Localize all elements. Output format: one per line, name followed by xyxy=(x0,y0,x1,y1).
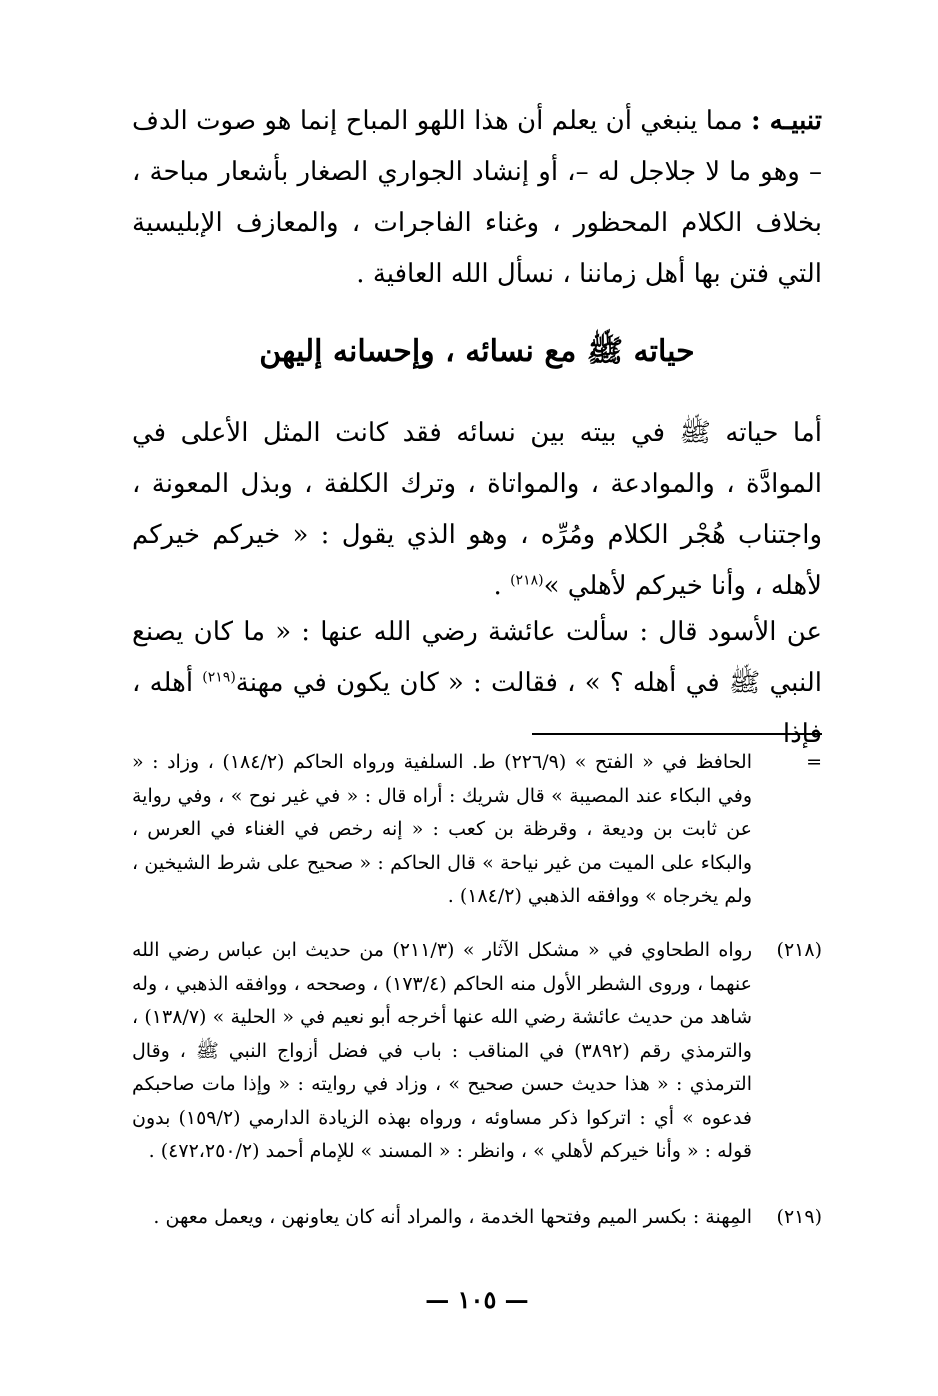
paragraph-text: عن الأسود قال : سألت عائشة رضي الله عنها : « ما كان يصنع النبي ﷺ في أهله ؟ » ، فقالت : « كان يكون في مهنة xyxy=(132,617,823,698)
footnote-text: المِهنة : بكسر الميم وفتحها الخدمة ، والمراد أنه كان يعاونهن ، ويعمل معهن . xyxy=(153,1206,752,1228)
footnote-separator xyxy=(532,733,822,735)
paragraph-end: . xyxy=(493,571,511,601)
footnote-text: الحافظ في « الفتح » (٢٢٦/٩) ط. السلفية ورواه الحاكم (١٨٤/٢) ، وزاد : « وفي البكاء عند المصيبة » قال شريك : أراه قال : « في غير نوح » ، وفي رواية عن ثابت بن وديعة ، وقرظة بن كعب : « إنه رخص في الغناء في العرس ، والبكاء على الميت من غير نياحة » قال الحاكم : « صحيح على شرط الشيخين ، ولم يخرجاه » ووافقه الذهبي (١٨٤/٢) . xyxy=(132,751,752,907)
footnote-continued xyxy=(132,746,822,914)
paragraph-text: أما حياته ﷺ في بيته بين نسائه فقد كانت المثل الأعلى في الموادَّة ، والموادعة ، والمواتاة ، وترك الكلفة ، وبذل المعونة ، واجتناب هُجْر الكلام ومُرِّه ، وهو الذي يقول : « خيركم خيركم لأهله ، وأنا خيركم لأهلي » xyxy=(132,418,822,601)
intro-note-paragraph xyxy=(132,96,822,300)
paragraph-end: أهله ، فإذا xyxy=(132,668,822,749)
note-text: مما ينبغي أن يعلم أن هذا اللهو المباح إنما هو صوت الدف – وهو ما لا جلاجل له –، أو إنشاد الجواري الصغار بأشعار مباحة ، بخلاف الكلام المحظور ، وغناء الفاجرات ، والمعازف الإبليسية التي فتن بها أهل زماننا ، نسأل الله العافية . xyxy=(132,106,822,289)
section-heading: حياته ﷺ مع نسائه ، وإحسانه إليهن xyxy=(259,334,695,369)
note-label: تنبيـه : xyxy=(750,106,823,136)
footnote-reference: (٢١٩) xyxy=(202,669,236,686)
book-page xyxy=(132,96,822,1376)
footnote-marker: = xyxy=(806,751,822,773)
footnote-text: رواه الطحاوي في « مشكل الآثار » (٢١١/٣) من حديث ابن عباس رضي الله عنهما ، وروى الشطر الأول منه الحاكم (١٧٣/٤) ، وصححه ، ووافقه الذهبي ، وله شاهد من حديث عائشة رضي الله عنها أخرجه أبو نعيم في « الحلية » (١٣٨/٧) ، والترمذي رقم (٣٨٩٢) في المناقب : باب في فضل أزواج النبي ﷺ ، وقال الترمذي : « هذا حديث حسن صحيح » ، وزاد في روايته : « وإذا مات صاحبكم فدعوه » أي : اتركوا ذكر مساوئه ، ورواه بهذه الزيادة الدارمي (١٥٩/٢) بدون قوله : « وأنا خيركم لأهلي » ، وانظر : « المسند » للإمام أحمد (٤٧٢،٢٥٠/٢) . xyxy=(132,939,753,1162)
footnote-marker: (٢١٨) xyxy=(776,939,822,961)
footnote-marker: (٢١٩) xyxy=(776,1206,822,1228)
paragraph-household-life xyxy=(132,408,822,612)
page-number: — ١٠٥ — xyxy=(425,1285,529,1314)
footnote-219 xyxy=(132,1201,822,1235)
footnote-218 xyxy=(132,934,822,1169)
paragraph-aisha-narration xyxy=(132,607,822,760)
footnote-reference: (٢١٨) xyxy=(510,572,544,589)
